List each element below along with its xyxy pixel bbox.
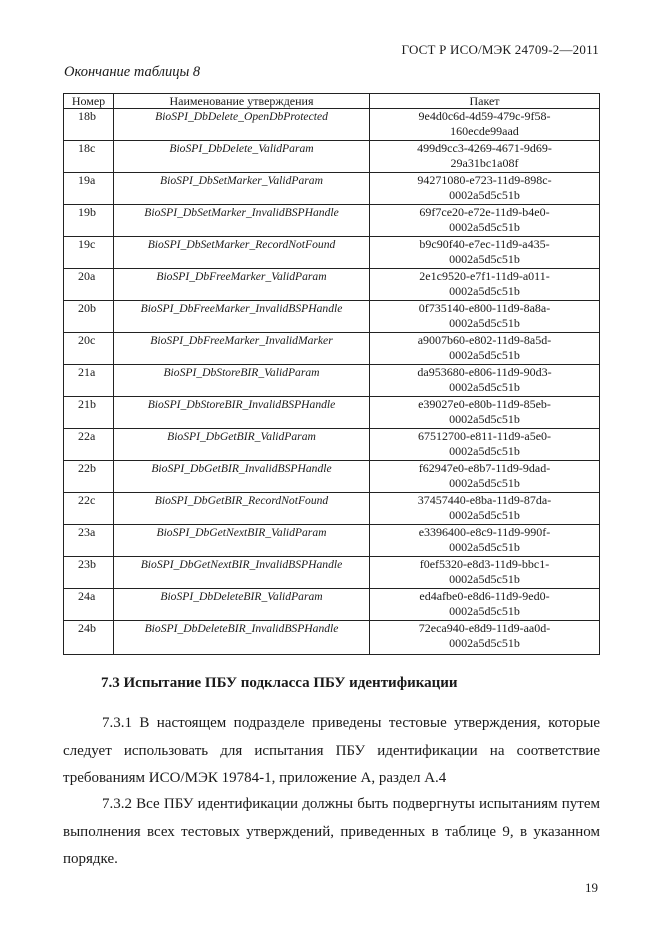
packet-id-line2: 0002a5d5c51b [449, 604, 520, 618]
packet-id [370, 301, 600, 333]
table-body [64, 109, 600, 655]
row-number [64, 621, 114, 655]
assertion-name-text: BioSPI_DbStoreBIR_ValidParam [163, 366, 320, 379]
row-number [64, 365, 114, 397]
table-row [64, 589, 600, 621]
row-number-text: 20b [78, 301, 96, 315]
assertion-name-text: BioSPI_DbFreeMarker_InvalidBSPHandle [140, 302, 343, 315]
table-row [64, 557, 600, 589]
packet-id [370, 397, 600, 429]
packet-id-line1: 72eca940-e8d9-11d9-aa0d- [418, 621, 551, 635]
packet-id [370, 557, 600, 589]
packet-id-line1: e39027e0-e80b-11d9-85eb- [418, 397, 551, 411]
packet-id [370, 269, 600, 301]
row-number-text: 22b [78, 461, 96, 475]
packet-id-line1: 0f735140-e800-11d9-8a8a- [418, 301, 551, 315]
packet-id-line2: 0002a5d5c51b [449, 444, 520, 458]
row-number-text: 24a [78, 589, 96, 603]
packet-id [370, 461, 600, 493]
assertion-name [114, 237, 370, 269]
assertion-name-text: BioSPI_DbGetNextBIR_InvalidBSPHandle [140, 558, 343, 571]
packet-id-line2: 0002a5d5c51b [449, 508, 520, 522]
assertion-name [114, 301, 370, 333]
packet-id-line2: 0002a5d5c51b [449, 380, 520, 394]
row-number [64, 397, 114, 429]
section-title: 7.3 Испытание ПБУ подкласса ПБУ идентификации [101, 675, 458, 691]
packet-id-line2: 0002a5d5c51b [449, 220, 520, 234]
packet-id [370, 429, 600, 461]
table-row [64, 397, 600, 429]
row-number [64, 493, 114, 525]
packet-id-line2: 0002a5d5c51b [449, 636, 520, 650]
packet-id-line1: f0ef5320-e8d3-11d9-bbc1- [419, 557, 550, 571]
packet-id [370, 525, 600, 557]
assertion-name [114, 173, 370, 205]
assertion-name [114, 141, 370, 173]
assertion-name [114, 557, 370, 589]
table-row [64, 269, 600, 301]
packet-id-line2: 0002a5d5c51b [449, 476, 520, 490]
assertion-name-text: BioSPI_DbGetNextBIR_ValidParam [156, 526, 327, 539]
assertion-name [114, 493, 370, 525]
assertion-name-text: BioSPI_DbDeleteBIR_ValidParam [160, 590, 323, 603]
assertion-name [114, 269, 370, 301]
packet-id-line1: f62947e0-e8b7-11d9-9dad- [418, 461, 551, 475]
table-row [64, 621, 600, 655]
row-number [64, 237, 114, 269]
row-number [64, 109, 114, 141]
packet-id-line1: 69f7ce20-e72e-11d9-b4e0- [419, 205, 550, 219]
assertion-name-text: BioSPI_DbDeleteBIR_InvalidBSPHandle [144, 622, 339, 635]
packet-id [370, 109, 600, 141]
document-header: ГОСТ Р ИСО/МЭК 24709-2—2011 [401, 42, 599, 57]
table-row [64, 205, 600, 237]
table-row [64, 429, 600, 461]
assertion-name [114, 621, 370, 655]
packet-id-line2: 0002a5d5c51b [449, 316, 520, 330]
assertion-name-text: BioSPI_DbSetMarker_InvalidBSPHandle [144, 206, 339, 219]
packet-id [370, 173, 600, 205]
assertion-name-text: BioSPI_DbFreeMarker_ValidParam [156, 270, 327, 283]
table-row [64, 173, 600, 205]
row-number [64, 429, 114, 461]
row-number-text: 22a [78, 429, 96, 443]
row-number-text: 23a [78, 525, 96, 539]
assertion-name [114, 365, 370, 397]
packet-id [370, 141, 600, 173]
assertions-table [63, 93, 600, 655]
table-row [64, 237, 600, 269]
assertion-name-text: BioSPI_DbGetBIR_ValidParam [167, 430, 316, 443]
packet-id-line2: 0002a5d5c51b [449, 540, 520, 554]
row-number [64, 301, 114, 333]
table-row [64, 141, 600, 173]
column-header-name: Наименование утверждения [114, 94, 370, 109]
row-number-text: 19a [78, 173, 96, 187]
column-header-packet: Пакет [370, 94, 600, 109]
row-number-text: 23b [78, 557, 96, 571]
assertion-name-text: BioSPI_DbDelete_OpenDbProtected [155, 110, 328, 123]
packet-id-line1: da953680-e806-11d9-90d3- [417, 365, 552, 379]
assertion-name [114, 205, 370, 237]
assertion-name [114, 397, 370, 429]
assertion-name [114, 461, 370, 493]
row-number-text: 21a [78, 365, 96, 379]
assertion-name-text: BioSPI_DbStoreBIR_InvalidBSPHandle [147, 398, 336, 411]
assertion-name-text: BioSPI_DbGetBIR_RecordNotFound [154, 494, 329, 507]
packet-id [370, 333, 600, 365]
table-caption: Окончание таблицы 8 [64, 64, 201, 80]
packet-id [370, 493, 600, 525]
packet-id-line2: 0002a5d5c51b [449, 348, 520, 362]
assertion-name [114, 333, 370, 365]
assertion-name [114, 589, 370, 621]
assertion-name [114, 109, 370, 141]
table-row [64, 493, 600, 525]
paragraph-7-3-1: 7.3.1 В настоящем подразделе приведены тестовые утверждения, которые следует использовать для испытания ПБУ идентификации на соответствие требованиям ИСО/МЭК 19784-1, приложение А, раздел А.4 [63, 715, 600, 786]
packet-id-line2: 29a31bc1a08f [450, 156, 519, 170]
assertion-name-text: BioSPI_DbSetMarker_RecordNotFound [147, 238, 336, 251]
row-number [64, 141, 114, 173]
row-number [64, 205, 114, 237]
page-number: 19 [585, 880, 598, 895]
packet-id-line1: ed4afbe0-e8d6-11d9-9ed0- [419, 589, 550, 603]
packet-id [370, 365, 600, 397]
packet-id-line1: e3396400-e8c9-11d9-990f- [418, 525, 551, 539]
packet-id-line2: 0002a5d5c51b [449, 412, 520, 426]
row-number-text: 20a [78, 269, 96, 283]
packet-id-line2: 0002a5d5c51b [449, 284, 520, 298]
row-number-text: 20c [78, 333, 96, 347]
column-header-number: Номер [64, 94, 114, 109]
row-number [64, 173, 114, 205]
packet-id-line2: 0002a5d5c51b [449, 188, 520, 202]
packet-id-line1: 2e1c9520-e7f1-11d9-a011- [419, 269, 550, 283]
table-row [64, 109, 600, 141]
packet-id-line1: 67512700-e811-11d9-a5e0- [417, 429, 552, 443]
row-number [64, 269, 114, 301]
assertion-name-text: BioSPI_DbDelete_ValidParam [169, 142, 314, 155]
row-number-text: 24b [78, 621, 96, 635]
packet-id [370, 205, 600, 237]
packet-id-line1: 94271080-e723-11d9-898c- [417, 173, 552, 187]
assertion-name [114, 525, 370, 557]
row-number [64, 525, 114, 557]
table-row [64, 301, 600, 333]
packet-id-line1: b9c90f40-e7ec-11d9-a435- [419, 237, 550, 251]
assertion-name-text: BioSPI_DbGetBIR_InvalidBSPHandle [151, 462, 332, 475]
row-number-text: 21b [78, 397, 96, 411]
packet-id-line1: 37457440-e8ba-11d9-87da- [417, 493, 552, 507]
row-number [64, 333, 114, 365]
packet-id [370, 589, 600, 621]
packet-id-line2: 0002a5d5c51b [449, 572, 520, 586]
table-row [64, 461, 600, 493]
packet-id-line1: 499d9cc3-4269-4671-9d69- [417, 141, 552, 155]
row-number-text: 19b [78, 205, 96, 219]
assertion-name [114, 429, 370, 461]
row-number-text: 22c [78, 493, 96, 507]
assertion-name-text: BioSPI_DbFreeMarker_InvalidMarker [150, 334, 333, 347]
assertion-name-text: BioSPI_DbSetMarker_ValidParam [160, 174, 323, 187]
row-number [64, 461, 114, 493]
packet-id-line1: a9007b60-e802-11d9-8a5d- [417, 333, 552, 347]
paragraph-7-3-2: 7.3.2 Все ПБУ идентификации должны быть подвергнуты испытаниям путем выполнения всех тестовых утверждений, приведенных в таблице 9, в указанном порядке. [63, 796, 600, 867]
table-row [64, 525, 600, 557]
row-number-text: 18b [78, 109, 96, 123]
row-number-text: 18c [78, 141, 96, 155]
packet-id-line2: 0002a5d5c51b [449, 252, 520, 266]
packet-id [370, 621, 600, 655]
table-row [64, 333, 600, 365]
row-number [64, 557, 114, 589]
row-number [64, 589, 114, 621]
row-number-text: 19c [78, 237, 96, 251]
table-row [64, 365, 600, 397]
packet-id [370, 237, 600, 269]
packet-id-line1: 9e4d0c6d-4d59-479c-9f58- [418, 109, 551, 123]
packet-id-line2: 160ecde99aad [450, 124, 519, 138]
